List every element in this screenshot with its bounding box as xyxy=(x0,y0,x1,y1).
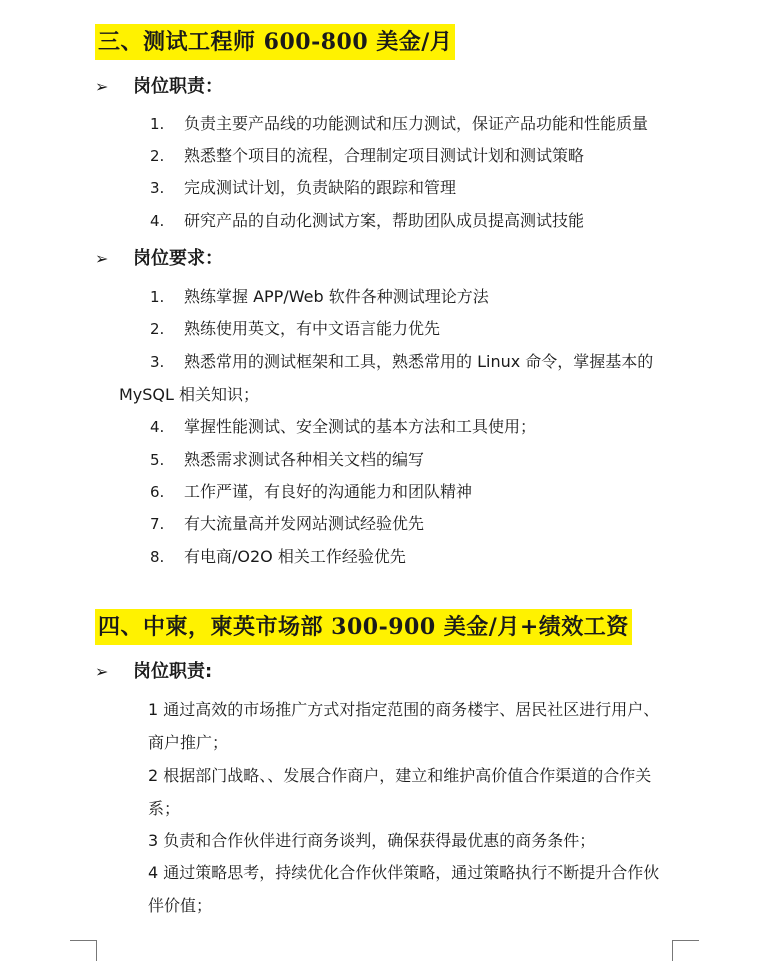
subheading-label: 岗位职责: xyxy=(133,661,213,682)
item-text: 熟悉整个项目的流程，合理制定项目测试计划和测试策略 xyxy=(184,146,585,165)
arrow-bullet-icon: ➢ xyxy=(95,249,109,268)
item-number: 3. xyxy=(150,353,165,371)
item-number: 1. xyxy=(150,115,165,133)
item-number: 6. xyxy=(150,483,165,501)
paragraph-line: 2 根据部门战略、、发展合作商户，建立和维护高价值合作渠道的合作关 xyxy=(148,766,652,785)
item-text: 有电商/O2O 相关工作经验优先 xyxy=(184,547,406,566)
subheading-duties xyxy=(95,659,212,685)
item-number: 2. xyxy=(150,147,165,165)
item-number: 5. xyxy=(150,451,165,469)
subheading-duties xyxy=(95,74,223,100)
section-heading-marketing: 四、中柬，柬英市场部 300-900 美金/月+绩效工资 xyxy=(95,609,632,645)
item-text: 负责主要产品线的功能测试和压力测试，保证产品功能和性能质量 xyxy=(184,114,649,133)
subheading-label: 岗位职责： xyxy=(133,76,223,97)
page-margin-corner-mark xyxy=(70,940,97,961)
item-text: 完成测试计划，负责缺陷的跟踪和管理 xyxy=(184,178,457,197)
item-number: 1. xyxy=(150,288,165,306)
item-text: 工作严谨，有良好的沟通能力和团队精神 xyxy=(184,482,473,501)
item-number: 2. xyxy=(150,320,165,338)
item-text: 研究产品的自动化测试方案，帮助团队成员提高测试技能 xyxy=(184,211,585,230)
list-item-continuation: MySQL 相关知识； xyxy=(119,385,260,404)
item-text: 熟练掌握 APP/Web 软件各种测试理论方法 xyxy=(184,287,489,306)
item-text: 熟悉常用的测试框架和工具，熟悉常用的 Linux 命令，掌握基本的 xyxy=(184,352,654,371)
subheading-label: 岗位要求： xyxy=(133,248,223,269)
item-number: 4. xyxy=(150,418,165,436)
item-number: 7. xyxy=(150,515,165,533)
section-heading-test-engineer: 三、测试工程师 600-800 美金/月 xyxy=(95,24,455,60)
item-number: 4. xyxy=(150,212,165,230)
page-margin-corner-mark xyxy=(672,940,699,961)
item-text: 有大流量高并发网站测试经验优先 xyxy=(184,514,425,533)
item-text: 掌握性能测试、安全测试的基本方法和工具使用； xyxy=(184,417,537,436)
paragraph-line: 4 通过策略思考，持续优化合作伙伴策略，通过策略执行不断提升合作伙 xyxy=(148,863,660,882)
paragraph-line: 1 通过高效的市场推广方式对指定范围的商务楼宇、居民社区进行用户、 xyxy=(148,700,660,719)
item-number: 8. xyxy=(150,548,165,566)
arrow-bullet-icon: ➢ xyxy=(95,77,109,96)
arrow-bullet-icon: ➢ xyxy=(95,662,109,681)
subheading-requirements xyxy=(95,246,223,272)
paragraph-line: 商户推广； xyxy=(148,733,229,752)
item-text: 熟练使用英文，有中文语言能力优先 xyxy=(184,319,441,338)
item-number: 3. xyxy=(150,179,165,197)
item-text: 熟悉需求测试各种相关文档的编写 xyxy=(184,450,425,469)
paragraph-line: 系； xyxy=(148,799,181,818)
paragraph-line: 伴价值； xyxy=(148,896,213,915)
paragraph-line: 3 负责和合作伙伴进行商务谈判，确保获得最优惠的商务条件； xyxy=(148,831,596,850)
